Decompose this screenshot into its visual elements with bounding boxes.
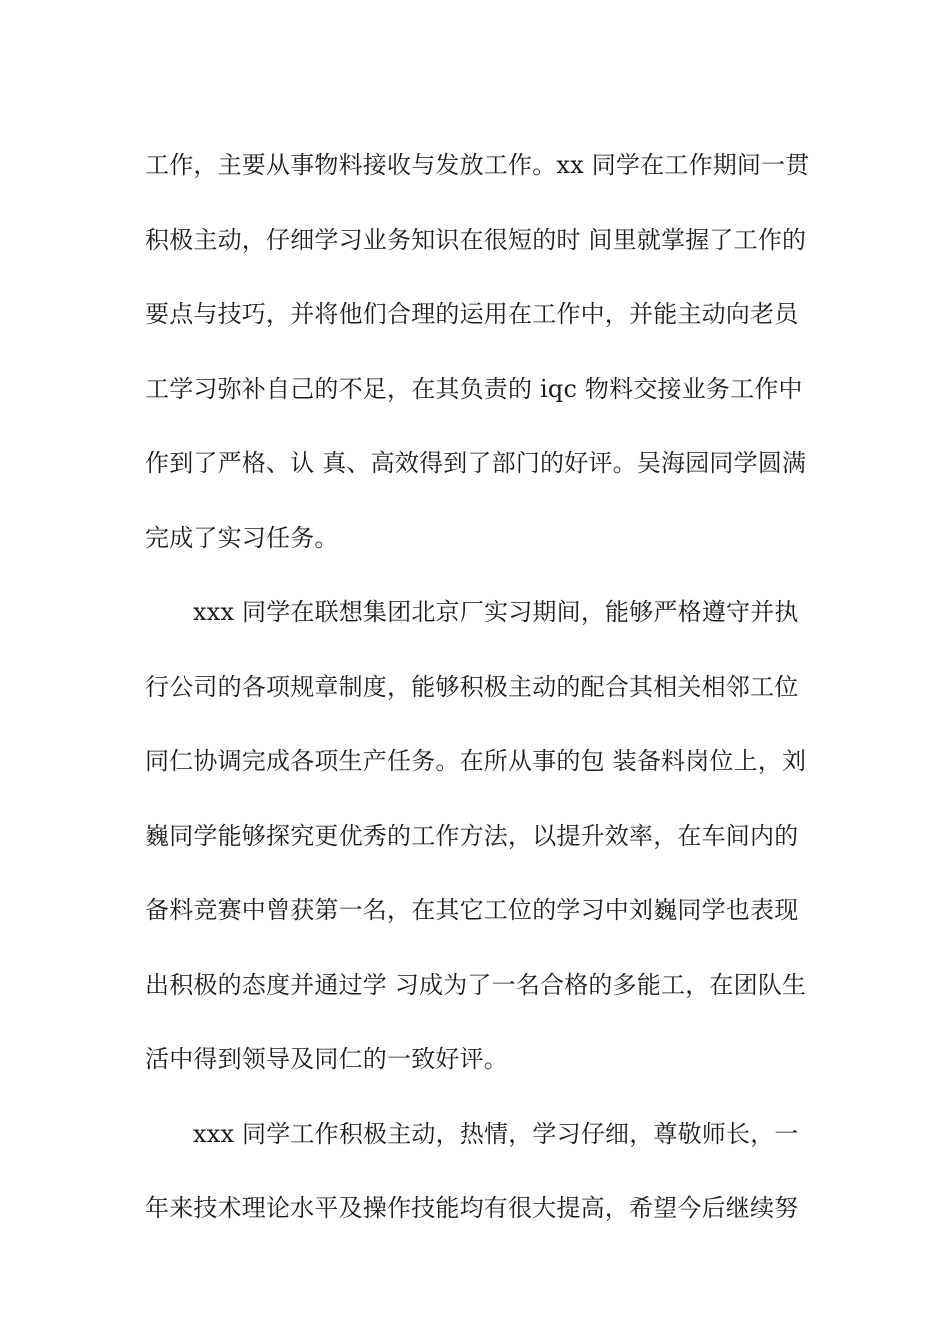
paragraph-start-line: xxx 同学工作积极主动，热情，学习仔细，尊敬师长，一 [193, 1119, 799, 1148]
text-line: 工学习弥补自己的不足，在其负责的 iqc 物料交接业务工作中 [145, 374, 803, 403]
text-line: 年来技术理论水平及操作技能均有很大提高，希望今后继续努 [145, 1194, 799, 1222]
text-line: 积极主动，仔细学习业务知识在很短的时 间里就掌握了工作的 [145, 225, 807, 254]
text-line: 作到了严格、认 真、高效得到了部门的好评。吴海园同学圆满 [145, 449, 807, 477]
text-line: 活中得到领导及同仁的一致好评。 [145, 1045, 508, 1073]
text-line: 行公司的各项规章制度，能够积极主动的配合其相关相邻工位 [145, 672, 799, 701]
text-line: 要点与技巧，并将他们合理的运用在工作中，并能主动向老员 [145, 300, 799, 328]
text-line: 巍同学能够探究更优秀的工作方法，以提升效率，在车间内的 [145, 821, 799, 850]
text-line: 完成了实习任务。 [145, 523, 339, 552]
paragraph-start-line: xxx 同学在联想集团北京厂实习期间，能够严格遵守并执 [193, 598, 799, 626]
text-line: 备料竞赛中曾获第一名，在其它工位的学习中刘巍同学也表现 [145, 896, 799, 924]
text-line: 工作，主要从事物料接收与发放工作。xx 同学在工作期间一贯 [145, 151, 810, 179]
text-line: 同仁协调完成各项生产任务。在所从事的包 装备料岗位上，刘 [145, 747, 807, 775]
body-text [145, 128, 810, 1246]
text-line: 出积极的态度并通过学 习成为了一名合格的多能工，在团队生 [145, 970, 807, 999]
